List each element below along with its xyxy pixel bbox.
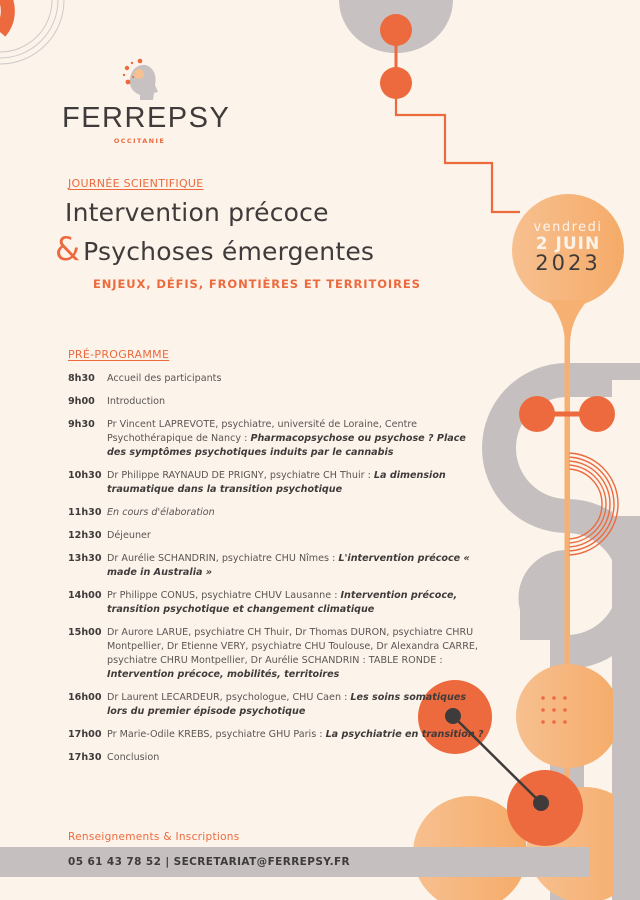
- orange-dot: [380, 67, 412, 99]
- program-item: [68, 372, 488, 386]
- contact-label: Renseignements & Inscriptions: [68, 831, 240, 843]
- program-talk-title: Les soins somatiques lors du premier épisode psychotique: [107, 692, 467, 717]
- program-talk-title: Intervention précoce, transition psychotique et changement climatique: [107, 590, 458, 615]
- program-time: 13h30: [68, 553, 102, 564]
- orange-dot: [519, 396, 555, 432]
- contact-details[interactable]: 05 61 43 78 52 | SECRETARIAT@FERREPSY.FR: [68, 856, 351, 868]
- program-talk-title: Intervention précoce, mobilités, territoires: [107, 669, 340, 680]
- ampersand: &: [55, 230, 81, 268]
- program-description: [107, 395, 165, 409]
- program-note: En cours d'élaboration: [107, 507, 215, 518]
- program-time: 9h00: [68, 396, 95, 407]
- program-item: [68, 552, 488, 580]
- program-speaker: Pr Vincent LAPREVOTE, psychiatre, université de Loraine, Centre Psychothérapique de Nancy :: [107, 419, 418, 444]
- program-item: [68, 589, 488, 617]
- program-talk-title: Pharmacopsychose ou psychose ? Place des symptômes psychotiques induits par le cannabis: [107, 433, 466, 458]
- program-item: [68, 751, 488, 765]
- program-description: [107, 469, 488, 497]
- program-description: [107, 529, 151, 543]
- program-speaker: Dr Laurent LECARDEUR, psychologue, CHU Caen :: [107, 692, 351, 703]
- title-line-2-text: Psychoses émergentes: [83, 237, 375, 266]
- event-date: [510, 220, 626, 275]
- program-time: 14h00: [68, 590, 102, 601]
- program-time: 11h30: [68, 507, 102, 518]
- logo-region: OCCITANIE: [113, 137, 166, 145]
- program-item: [68, 506, 488, 520]
- program-item: [68, 418, 488, 460]
- program-time: 10h30: [68, 470, 102, 481]
- program-time: 15h00: [68, 627, 102, 638]
- date-year: 2023: [535, 251, 601, 275]
- program-time: 16h00: [68, 692, 102, 703]
- date-weekday: vendredi: [533, 220, 603, 235]
- logo: [62, 56, 231, 145]
- program-speaker: Déjeuner: [107, 530, 151, 541]
- orange-dot: [579, 396, 615, 432]
- program-time: 17h30: [68, 752, 102, 763]
- program-time: 8h30: [68, 373, 95, 384]
- program-title: PRÉ-PROGRAMME: [68, 348, 170, 361]
- program-description: [107, 418, 488, 460]
- stair-line: [396, 96, 520, 212]
- title-line-2: [55, 230, 374, 268]
- program-time: 17h00: [68, 729, 102, 740]
- peach-petal: [516, 664, 620, 768]
- program-description: [107, 506, 215, 520]
- program-item: [68, 691, 488, 719]
- program-speaker: Dr Philippe RAYNAUD DE PRIGNY, psychiatre CH Thuir :: [107, 470, 374, 481]
- program-item: [68, 469, 488, 497]
- program-time: 9h30: [68, 419, 95, 430]
- program-item: [68, 626, 488, 682]
- program-description: [107, 589, 488, 617]
- program-list: [68, 372, 488, 774]
- date-day-month: 2 JUIN: [535, 234, 601, 254]
- event-kicker: JOURNÉE SCIENTIFIQUE: [68, 177, 204, 190]
- title-line-1: Intervention précoce: [65, 198, 329, 227]
- program-speaker: Accueil des participants: [107, 373, 222, 384]
- program-speaker: Dr Aurélie SCHANDRIN, psychiatre CHU Nîmes :: [107, 553, 339, 564]
- program-speaker: Pr Philippe CONUS, psychiatre CHUV Lausanne :: [107, 590, 341, 601]
- program-talk-title: La dimension traumatique dans la transition psychotique: [107, 470, 446, 495]
- logo-name: FERREPSY: [62, 102, 231, 134]
- program-speaker: Conclusion: [107, 752, 160, 763]
- program-speaker: Dr Aurore LARUE, psychiatre CH Thuir, Dr Thomas DURON, psychiatre CHRU Montpellier, Dr Etienne VERY, psychiatre CHU Toulouse, Dr Alexandra CARRE, psychiatre CHRU Montpellier, Dr Aurélie SCHANDRIN : TABLE RONDE :: [107, 627, 478, 666]
- program-speaker: Pr Marie-Odile KREBS, psychiatre GHU Paris :: [107, 729, 326, 740]
- program-description: [107, 728, 484, 742]
- program-time: 12h30: [68, 530, 102, 541]
- program-talk-title: L'intervention précoce « made in Australia »: [107, 553, 470, 578]
- program-item: [68, 728, 488, 742]
- program-description: [107, 626, 488, 682]
- program-talk-title: La psychiatrie en transition ?: [325, 729, 484, 740]
- corner-rings-icon: [0, 0, 64, 64]
- program-item: [68, 395, 488, 409]
- program-description: [107, 372, 221, 386]
- program-description: [107, 552, 488, 580]
- program-description: [107, 751, 159, 765]
- program-item: [68, 529, 488, 543]
- subtitle: ENJEUX, DÉFIS, FRONTIÈRES ET TERRITOIRES: [93, 277, 421, 291]
- program-speaker: Introduction: [107, 396, 166, 407]
- program-description: [107, 691, 488, 719]
